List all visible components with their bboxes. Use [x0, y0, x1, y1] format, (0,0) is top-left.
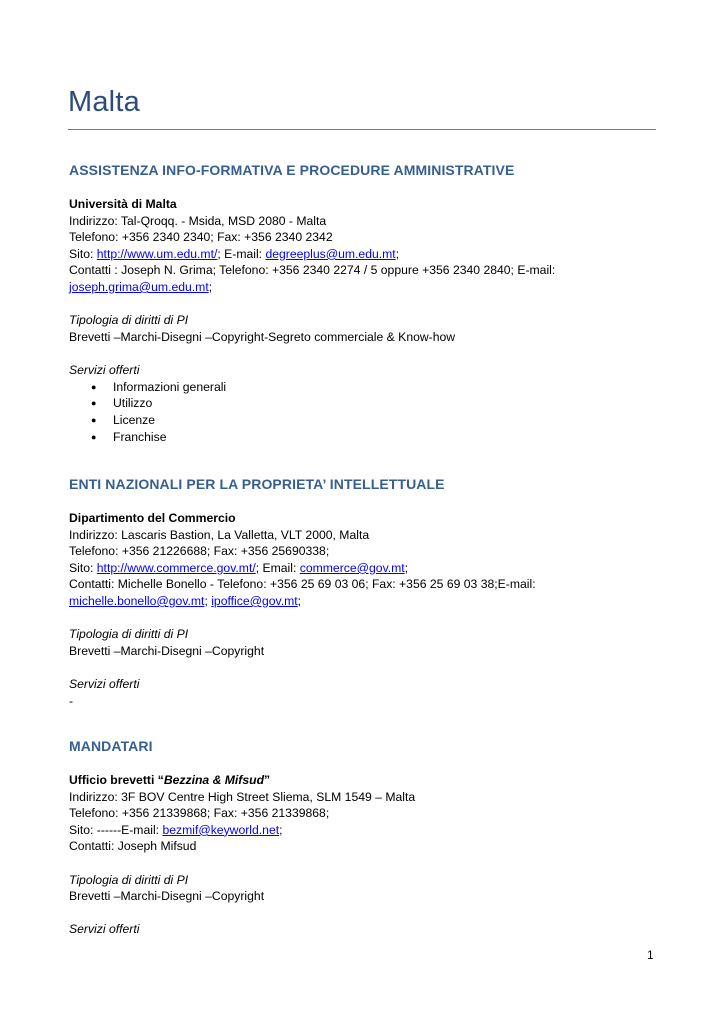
contacts-line: Contatti: Michelle Bonello - Telefono: +356 25 69 03 06; Fax: +356 25 69 03 38;E-mail: — [69, 577, 536, 592]
contact-email-link-1[interactable]: michelle.bonello@gov.mt — [69, 593, 205, 608]
contact-email-link[interactable]: joseph.grima@um.edu.mt — [69, 279, 209, 294]
bullet-icon: ● — [91, 398, 97, 409]
section-heading-enti: ENTI NAZIONALI PER LA PROPRIETA’ INTELLETTUALE — [69, 476, 445, 492]
email-suffix: ; — [395, 246, 400, 261]
list-item: ● Franchise — [91, 430, 167, 445]
org-italic-name: Bezzina & Mifsud — [163, 773, 265, 787]
rights-value: Brevetti –Marchi-Disegni –Copyright — [69, 643, 265, 658]
org-name-dipartimento: Dipartimento del Commercio — [69, 511, 236, 525]
address-line: Indirizzo: 3F BOV Centre High Street Sliema, SLM 1549 – Malta — [69, 789, 416, 804]
org-name-ufficio — [69, 772, 415, 789]
section-mandatari — [69, 737, 415, 938]
list-item: ● Licenze — [91, 413, 156, 428]
bullet-icon: ● — [91, 432, 97, 443]
services-value: - — [69, 693, 74, 708]
email-prefix: ; Email: — [255, 560, 300, 575]
services-list — [69, 379, 555, 447]
page-number: 1 — [647, 948, 654, 962]
site-line — [69, 246, 555, 263]
site-line — [69, 560, 536, 577]
title-underline — [68, 129, 656, 130]
site-prefix: Sito: ------E-mail: — [69, 822, 163, 837]
contact-email-line — [69, 593, 536, 610]
email-suffix: ; — [404, 560, 409, 575]
email-suffix: ; — [279, 822, 283, 837]
address-line: Indirizzo: Tal-Qroqq. - Msida, MSD 2080 - Malta — [69, 213, 327, 228]
email-link[interactable]: commerce@gov.mt — [299, 560, 405, 575]
section-enti-nazionali — [69, 475, 536, 709]
contact-separator: ; — [204, 593, 212, 608]
list-item: ● Informazioni generali — [91, 379, 227, 394]
address-line: Indirizzo: Lascaris Bastion, La Valletta, VLT 2000, Malta — [69, 527, 370, 542]
email-link[interactable]: bezmif@keyworld.net — [162, 822, 280, 837]
phone-line: Telefono: +356 21339868; Fax: +356 21339868; — [69, 806, 330, 821]
site-link[interactable]: http://www.um.edu.mt/ — [96, 246, 218, 261]
rights-label: Tipologia di diritti di PI — [69, 313, 189, 328]
services-label: Servizi offerti — [69, 922, 140, 937]
contacts-line: Contatti: Joseph Mifsud — [69, 839, 197, 854]
phone-line: Telefono: +356 2340 2340; Fax: +356 2340 2342 — [69, 230, 333, 245]
site-link[interactable]: http://www.commerce.gov.mt/ — [96, 560, 256, 575]
contact-email-suffix: ; — [208, 279, 213, 294]
site-prefix: Sito: — [69, 246, 97, 261]
section-heading-assistenza: ASSISTENZA INFO-FORMATIVA E PROCEDURE AMMINISTRATIVE — [69, 162, 515, 178]
section-heading-mandatari: MANDATARI — [69, 738, 153, 754]
site-prefix: Sito: — [69, 560, 97, 575]
org-suffix: ” — [264, 773, 271, 787]
list-item: ● Utilizzo — [91, 396, 153, 411]
section-assistenza — [69, 161, 555, 446]
contact-suffix: ; — [297, 593, 302, 608]
services-label: Servizi offerti — [69, 676, 140, 691]
bullet-icon: ● — [91, 381, 97, 392]
org-prefix: Ufficio brevetti “ — [69, 773, 164, 787]
email-prefix: ; E-mail: — [217, 246, 266, 261]
contacts-line: Contatti : Joseph N. Grima; Telefono: +356 2340 2274 / 5 oppure +356 2340 2840; E-mail: — [69, 263, 556, 278]
rights-label: Tipologia di diritti di PI — [69, 872, 189, 887]
rights-label: Tipologia di diritti di PI — [69, 627, 189, 642]
phone-line: Telefono: +356 21226688; Fax: +356 25690338; — [69, 544, 330, 559]
contact-email-link-2[interactable]: ipoffice@gov.mt — [211, 593, 298, 608]
email-link[interactable]: degreeplus@um.edu.mt — [265, 246, 396, 261]
site-line — [69, 822, 415, 839]
org-name-universita: Università di Malta — [69, 197, 177, 211]
contact-email-line — [69, 279, 555, 296]
bullet-icon: ● — [91, 415, 97, 426]
rights-value: Brevetti –Marchi-Disegni –Copyright-Segreto commerciale & Know-how — [69, 329, 456, 344]
services-label: Servizi offerti — [69, 362, 140, 377]
rights-value: Brevetti –Marchi-Disegni –Copyright — [69, 889, 265, 904]
page-title: Malta — [68, 86, 140, 118]
